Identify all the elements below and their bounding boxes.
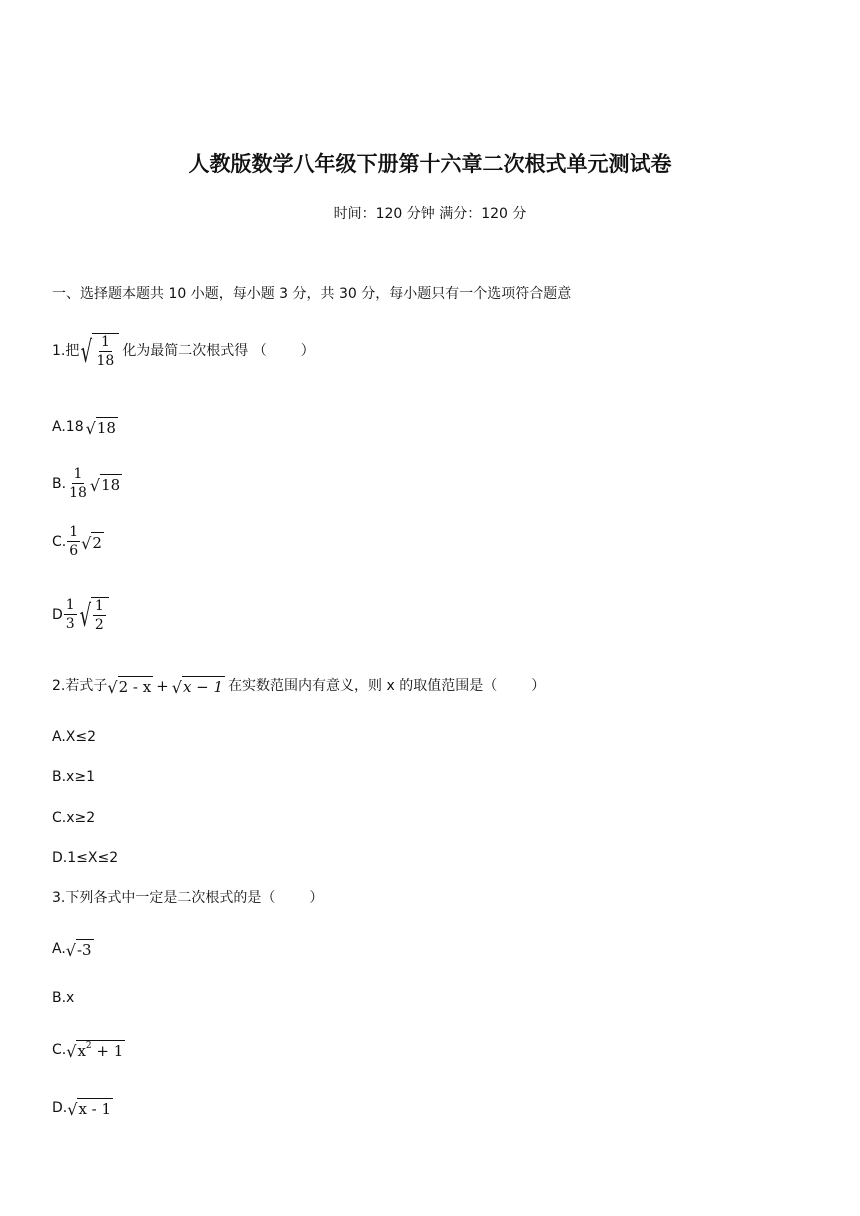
- page-title: 人教版数学八年级下册第十六章二次根式单元测试卷: [188, 152, 672, 176]
- sqrt-expression: √ $\frac{1}{2}$: [78, 597, 109, 632]
- sqrt-expression: √ 2 - x: [107, 678, 152, 697]
- fraction: $\frac{1}{18}$: [96, 334, 115, 369]
- sqrt-expression: √ $\frac{1}{18}$: [79, 333, 119, 368]
- option-1d[interactable]: D $\frac{1}{3}$ √ $\frac{1}{2}$: [52, 597, 109, 632]
- sqrt-expression: √ 18: [89, 475, 121, 495]
- option-1b[interactable]: B. $\frac{1}{18}$ √ 18: [52, 466, 121, 501]
- question-1-prefix: 1.把: [52, 342, 80, 359]
- fraction: $\frac{1}{3}$: [65, 597, 75, 632]
- option-2c[interactable]: C.x≥2: [52, 810, 96, 826]
- question-1-close: ）: [300, 342, 315, 359]
- fraction: $\frac{1}{18}$: [69, 466, 87, 501]
- option-3c[interactable]: C. √ x $^2$ + 1: [52, 1041, 124, 1061]
- sqrt-expression: √ -3: [65, 941, 92, 960]
- option-3d[interactable]: D. √ x - 1: [52, 1100, 112, 1119]
- question-2: 2.若式子 √ 2 - x + √ x − 1 在实数范围内有意义，则 x 的取值范围是（ ）: [52, 677, 546, 697]
- sqrt-expression: √ 18: [85, 419, 116, 438]
- sqrt-expression: √ x $^2$ + 1: [66, 1041, 124, 1061]
- section-heading: 一、选择题本题共 10 小题，每小题 3 分，共 30 分，每小题只有一个选项符合题意: [52, 286, 572, 302]
- option-3a[interactable]: A. √ -3: [52, 941, 92, 960]
- exam-meta: 时间：120 分钟 满分：120 分: [333, 206, 527, 222]
- option-1c[interactable]: C. $\frac{1}{6}$ √ 2: [52, 524, 102, 559]
- option-1a[interactable]: A. 18 √ 18: [52, 419, 116, 438]
- question-3: 3.下列各式中一定是二次根式的是（ ）: [52, 890, 324, 906]
- option-2b[interactable]: B.x≥1: [52, 769, 95, 785]
- sqrt-expression: √ x − 1: [171, 678, 224, 697]
- option-2d[interactable]: D.1≤X≤2: [52, 850, 119, 866]
- sqrt-expression: √ 2: [81, 533, 102, 553]
- fraction: $\frac{1}{2}$: [94, 598, 104, 633]
- option-3b[interactable]: B.x: [52, 990, 75, 1006]
- fraction: $\frac{1}{6}$: [69, 524, 79, 559]
- question-1: [52, 333, 315, 368]
- question-1-suffix: 化为最简二次根式得 （: [122, 342, 267, 359]
- option-2a[interactable]: A.X≤2: [52, 729, 97, 745]
- sqrt-expression: √ x - 1: [67, 1100, 112, 1119]
